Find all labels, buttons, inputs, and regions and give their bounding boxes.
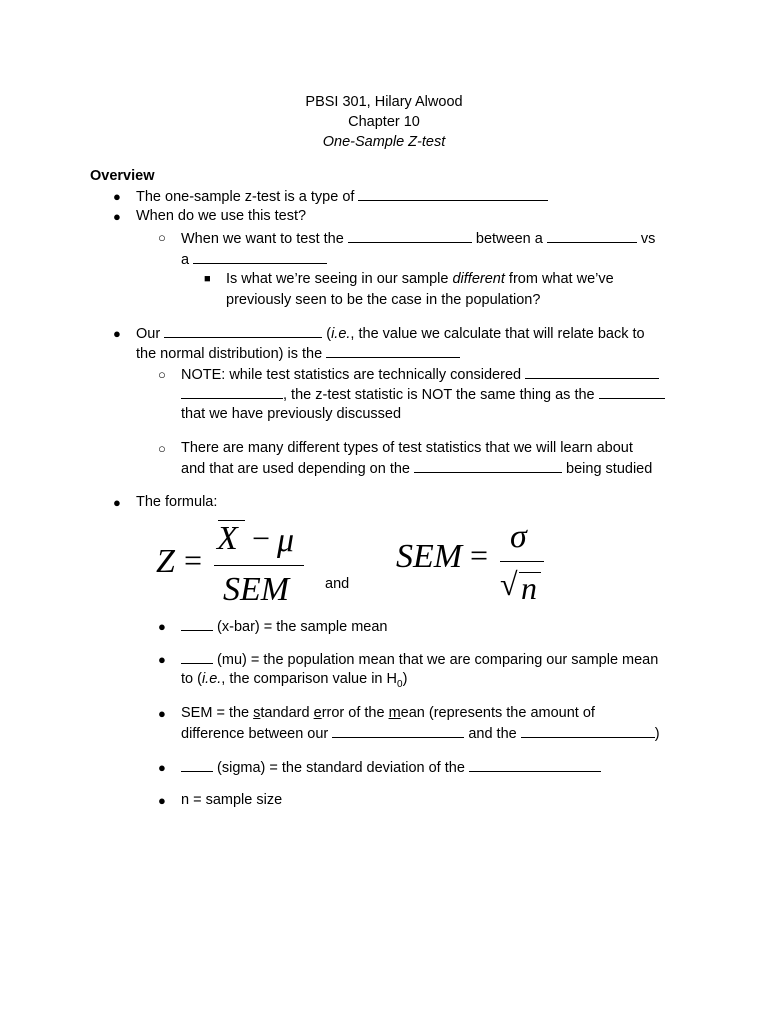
sub-bullet-line: that we have previously discussed	[181, 406, 402, 422]
course-title: PBSI 301, Hilary Alwood	[305, 94, 463, 110]
text: Our	[136, 326, 161, 342]
text: vs	[640, 231, 656, 247]
sub-sub-bullet-line	[226, 271, 614, 287]
sub-bullet-line	[181, 386, 665, 403]
bullet-line	[136, 345, 460, 362]
sigma-symbol: σ	[510, 518, 527, 555]
text: )	[654, 726, 660, 742]
sub-bullet-line	[181, 230, 655, 247]
text: SEM = the	[181, 705, 254, 721]
text: NOTE: while test statistics are technically considered	[181, 367, 522, 383]
blank-line	[547, 230, 637, 243]
text: , the z-test statistic is NOT the same thing as the	[283, 387, 595, 403]
square-bullet-icon: ■	[204, 273, 211, 285]
and-text: and	[325, 576, 350, 592]
sub-bullet-line	[181, 460, 652, 477]
blank-line	[348, 230, 472, 243]
text: rror of the	[321, 705, 389, 721]
definition-line	[181, 705, 595, 721]
definition-line	[181, 671, 407, 690]
text: Is what we’re seeing in our sample	[226, 271, 449, 287]
equals-sign: =	[184, 542, 203, 578]
text: being studied	[566, 461, 653, 477]
text: (mu) = the population mean that we are comparing our sample mean	[217, 652, 659, 668]
text: difference between our	[181, 726, 329, 742]
bullet-line	[136, 325, 645, 342]
sem-denominator: SEM	[223, 571, 290, 608]
blank-line	[521, 725, 655, 738]
definition-line	[181, 651, 658, 668]
blank-line	[181, 618, 213, 631]
text: (sigma) = the standard deviation of the	[217, 760, 465, 776]
emphasis: i.e.	[201, 671, 222, 687]
text: , the comparison value in H	[221, 671, 397, 687]
text: tandard	[260, 705, 314, 721]
text: a	[181, 252, 190, 268]
sem-symbol: SEM	[396, 538, 463, 575]
blank-line	[181, 386, 283, 399]
text: and the	[468, 726, 517, 742]
bullet-icon: ●	[113, 326, 121, 341]
underlined-letter: m	[388, 705, 401, 721]
bullet-icon: ●	[113, 495, 121, 510]
blank-line	[469, 759, 601, 772]
blank-line	[193, 251, 327, 264]
blank-line	[181, 651, 213, 664]
text: , the value we calculate that will relate back to	[350, 326, 645, 342]
sub-bullet-line: There are many different types of test statistics that we will learn about	[181, 440, 633, 456]
emphasis: different	[452, 271, 505, 287]
text: (	[326, 326, 332, 342]
blank-line	[358, 188, 548, 201]
bullet-icon: ●	[158, 619, 166, 634]
chapter-title: Chapter 10	[348, 114, 420, 130]
text: between a	[475, 231, 543, 247]
text: from what we’ve	[508, 271, 614, 287]
bullet-icon: ●	[158, 652, 166, 667]
emphasis: i.e.	[331, 326, 351, 342]
definition-line: n = sample size	[181, 792, 283, 808]
definition-line	[181, 759, 601, 776]
circle-bullet-icon: ○	[158, 441, 166, 456]
text: the normal distribution) is the	[136, 346, 323, 362]
sub-bullet-line	[181, 366, 659, 383]
blank-line	[181, 759, 213, 772]
bullet-line: The formula:	[136, 494, 218, 510]
underlined-letter: e	[313, 705, 322, 721]
text: and that are used depending on the	[181, 461, 410, 477]
text: to (	[181, 671, 202, 687]
bullet-line	[136, 188, 548, 205]
subscript: 0	[397, 678, 403, 690]
bullet-icon: ●	[158, 760, 166, 775]
blank-line	[164, 325, 322, 338]
bullet-icon: ●	[158, 793, 166, 808]
overview-heading: Overview	[90, 168, 155, 184]
text: (x-bar) = the sample mean	[217, 619, 388, 635]
definition-line	[181, 725, 660, 742]
blank-line	[332, 725, 464, 738]
mu-symbol: μ	[277, 522, 295, 559]
blank-line	[326, 345, 460, 358]
fraction-bar	[214, 565, 304, 566]
equals-sign: =	[470, 537, 489, 573]
text: )	[402, 671, 408, 687]
topic-title: One-Sample Z-test	[322, 134, 446, 150]
blank-line	[414, 460, 562, 473]
underlined-letter: s	[253, 705, 261, 721]
minus-sign: −	[252, 520, 271, 556]
fraction-bar	[500, 561, 544, 562]
text: The one-sample z-test is a type of	[136, 189, 355, 205]
x-symbol: X	[217, 520, 238, 557]
sub-bullet-line	[181, 251, 327, 268]
bullet-line: When do we use this test?	[136, 208, 307, 224]
blank-line	[599, 386, 665, 399]
circle-bullet-icon: ○	[158, 230, 166, 245]
z-symbol: Z	[156, 543, 175, 580]
definition-line	[181, 618, 387, 635]
bullet-icon: ●	[158, 706, 166, 721]
circle-bullet-icon: ○	[158, 367, 166, 382]
bullet-icon: ●	[113, 189, 121, 204]
blank-line	[525, 366, 659, 379]
n-symbol: n	[521, 570, 537, 606]
sqrt-icon: √	[500, 566, 518, 602]
sub-sub-bullet-line: previously seen to be the case in the population?	[226, 292, 541, 308]
text: When we want to test the	[181, 231, 344, 247]
text: ean (represents the amount of	[400, 705, 595, 721]
bullet-icon: ●	[113, 209, 121, 224]
